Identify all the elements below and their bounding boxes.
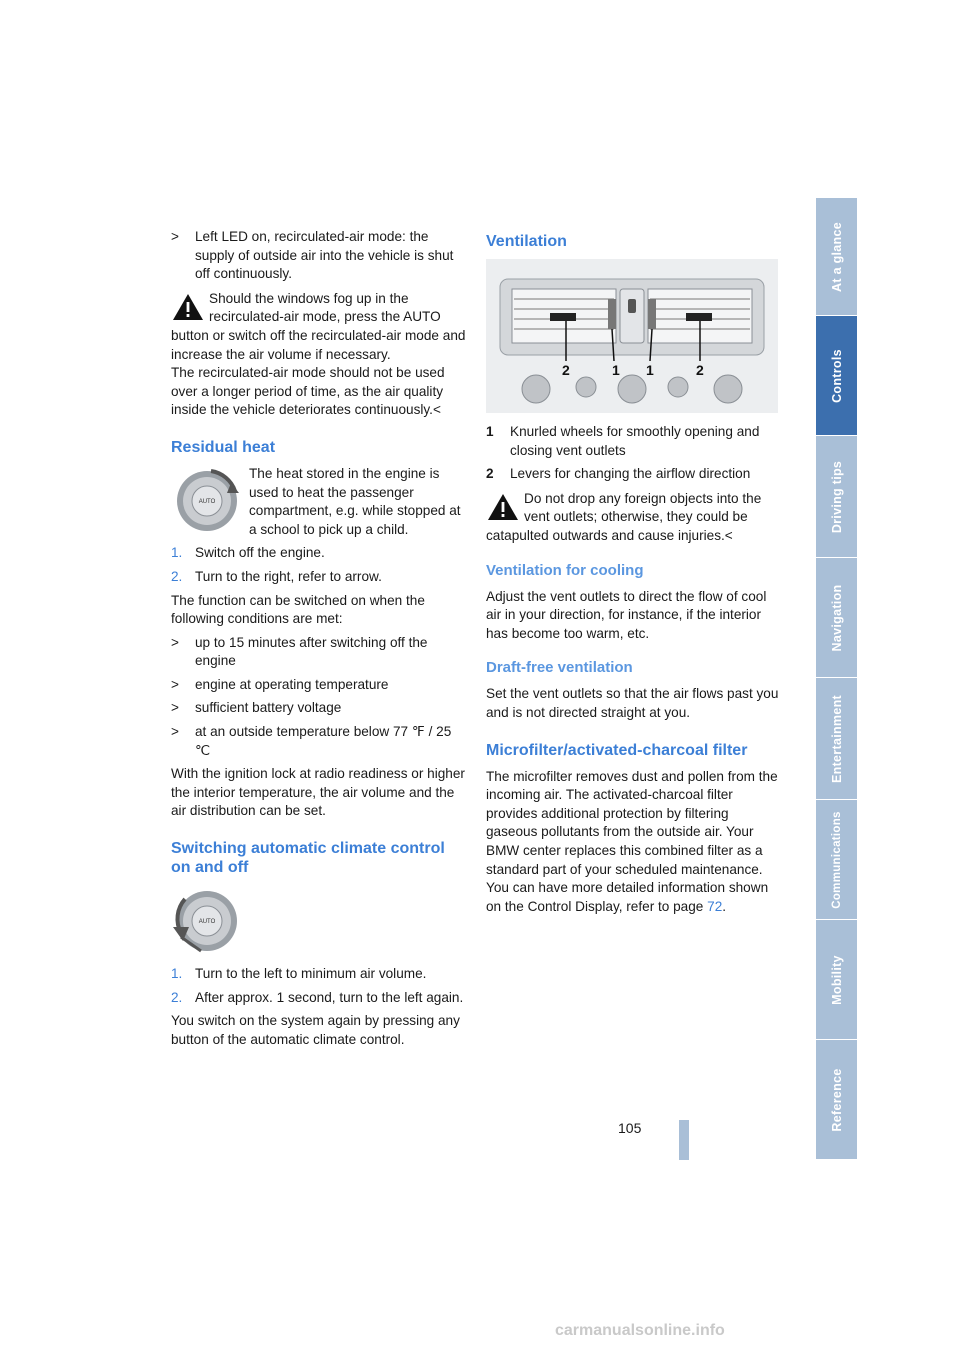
cooling-text: Adjust the vent outlets to direct the flow of cool air in your direction, for instance, if the interior has become too warm, etc. — [486, 588, 767, 641]
callout-1-right: 1 — [646, 362, 654, 378]
tab-communications[interactable]: Communications — [816, 800, 857, 920]
switch-outro: You switch on the system again by pressing any button of the automatic climate control. — [171, 1013, 460, 1047]
condition-item: > up to 15 minutes after switching off the engine — [171, 634, 428, 669]
filter-heading: Microfilter/activated-charcoal filter — [486, 741, 748, 759]
chapter-sidebar — [816, 198, 857, 1160]
residual-step-2: 2. Turn to the right, refer to arrow. — [171, 568, 382, 584]
tab-entertainment[interactable]: Entertainment — [816, 678, 857, 800]
ventilation-heading: Ventilation — [486, 233, 567, 250]
condition-item: > sufficient battery voltage — [171, 700, 342, 716]
residual-heat-heading: Residual heat — [171, 438, 276, 456]
warning-icon — [171, 292, 205, 322]
ignition-text: With the ignition lock at radio readiness or higher the interior temperature, the air volume and the air distribution can be set. — [171, 766, 465, 819]
right-column — [486, 228, 782, 921]
knob-label: AUTO — [198, 498, 216, 505]
draft-free-text: Set the vent outlets so that the air flows past you and is not directed straight at you. — [486, 686, 779, 720]
condition-item: > at an outside temperature below 77 ℉ / 25 ℃ — [171, 724, 452, 758]
watermark: carmanualsonline.info — [555, 1322, 725, 1339]
tab-driving-tips[interactable]: Driving tips — [816, 436, 857, 558]
recirc-bullet — [171, 228, 467, 284]
page-number: 105 — [618, 1120, 642, 1136]
callout-1-left: 1 — [612, 362, 620, 378]
vent-outlets-figure — [486, 259, 778, 413]
warning-text: Do not drop any foreign objects into the vent outlets; otherwise, they could be catapulted outwards and cause injuries. — [486, 490, 762, 543]
callout-2-right: 2 — [696, 362, 704, 378]
end-marker: < — [724, 527, 733, 543]
residual-heat-block — [171, 465, 467, 544]
page-72-link[interactable]: 72 — [707, 898, 723, 914]
callout-2-left: 2 — [562, 362, 570, 378]
filter-text-2: You can have more detailed information shown on the Control Display, refer to page 72. — [486, 880, 769, 914]
switching-heading: Switching automatic climate control on and off — [171, 840, 445, 877]
residual-heat-intro: The heat stored in the engine is used to heat the passenger compartment, e.g. while stopped at a school to pick up a child. — [249, 465, 461, 537]
tab-at-a-glance[interactable]: At a glance — [816, 198, 857, 316]
tab-controls[interactable]: Controls — [816, 316, 857, 436]
warning-text: Should the windows fog up in the recirculated-air mode, press the AUTO button or switch off the recirculated-air mode and increase the air volume if necessary. — [171, 290, 466, 362]
draft-free-heading: Draft-free ventilation — [486, 659, 633, 677]
condition-item: > engine at operating temperature — [171, 676, 389, 692]
filter-text: The microfilter removes dust and pollen from the incoming air. The activated-charcoal filter provides additional protection by filtering gaseous pollutants from the outside air. Your BMW center replaces this combined filter as a standard part of your scheduled maintenance. — [486, 768, 778, 877]
conditions-intro: The function can be switched on when the following conditions are met: — [171, 592, 425, 627]
warning-foreign-objects — [486, 490, 782, 546]
knob-label: AUTO — [198, 919, 216, 926]
tab-reference[interactable]: Reference — [816, 1040, 857, 1160]
cooling-heading: Ventilation for cooling — [486, 561, 644, 579]
legend-item-1: 1 Knurled wheels for smoothly opening and closing vent outlets — [486, 424, 760, 458]
tab-mobility[interactable]: Mobility — [816, 920, 857, 1040]
recirc-bullet-text: Left LED on, recirculated-air mode: the supply of outside air into the vehicle is shut off continuously. — [195, 229, 454, 282]
left-column — [171, 228, 467, 1054]
switch-step-2: 2. After approx. 1 second, turn to the left again. — [171, 989, 464, 1005]
switch-step-1: 1. Turn to the left to minimum air volume. — [171, 966, 427, 982]
warning-icon — [486, 492, 520, 522]
page-number-bar — [679, 1120, 689, 1160]
auto-knob-right-figure — [171, 465, 243, 537]
end-marker: < — [432, 402, 441, 418]
auto-knob-left-figure — [171, 885, 243, 957]
warning-recirculated-air — [171, 290, 467, 420]
warning-text-2: The recirculated-air mode should not be used over a longer period of time, as the air quality inside the vehicle deteriorates continuously. — [171, 365, 445, 418]
bullet-marker: > — [171, 229, 179, 244]
residual-step-1: 1. Switch off the engine. — [171, 545, 325, 561]
tab-navigation[interactable]: Navigation — [816, 558, 857, 678]
legend-item-2: 2 Levers for changing the airflow direction — [486, 466, 751, 482]
